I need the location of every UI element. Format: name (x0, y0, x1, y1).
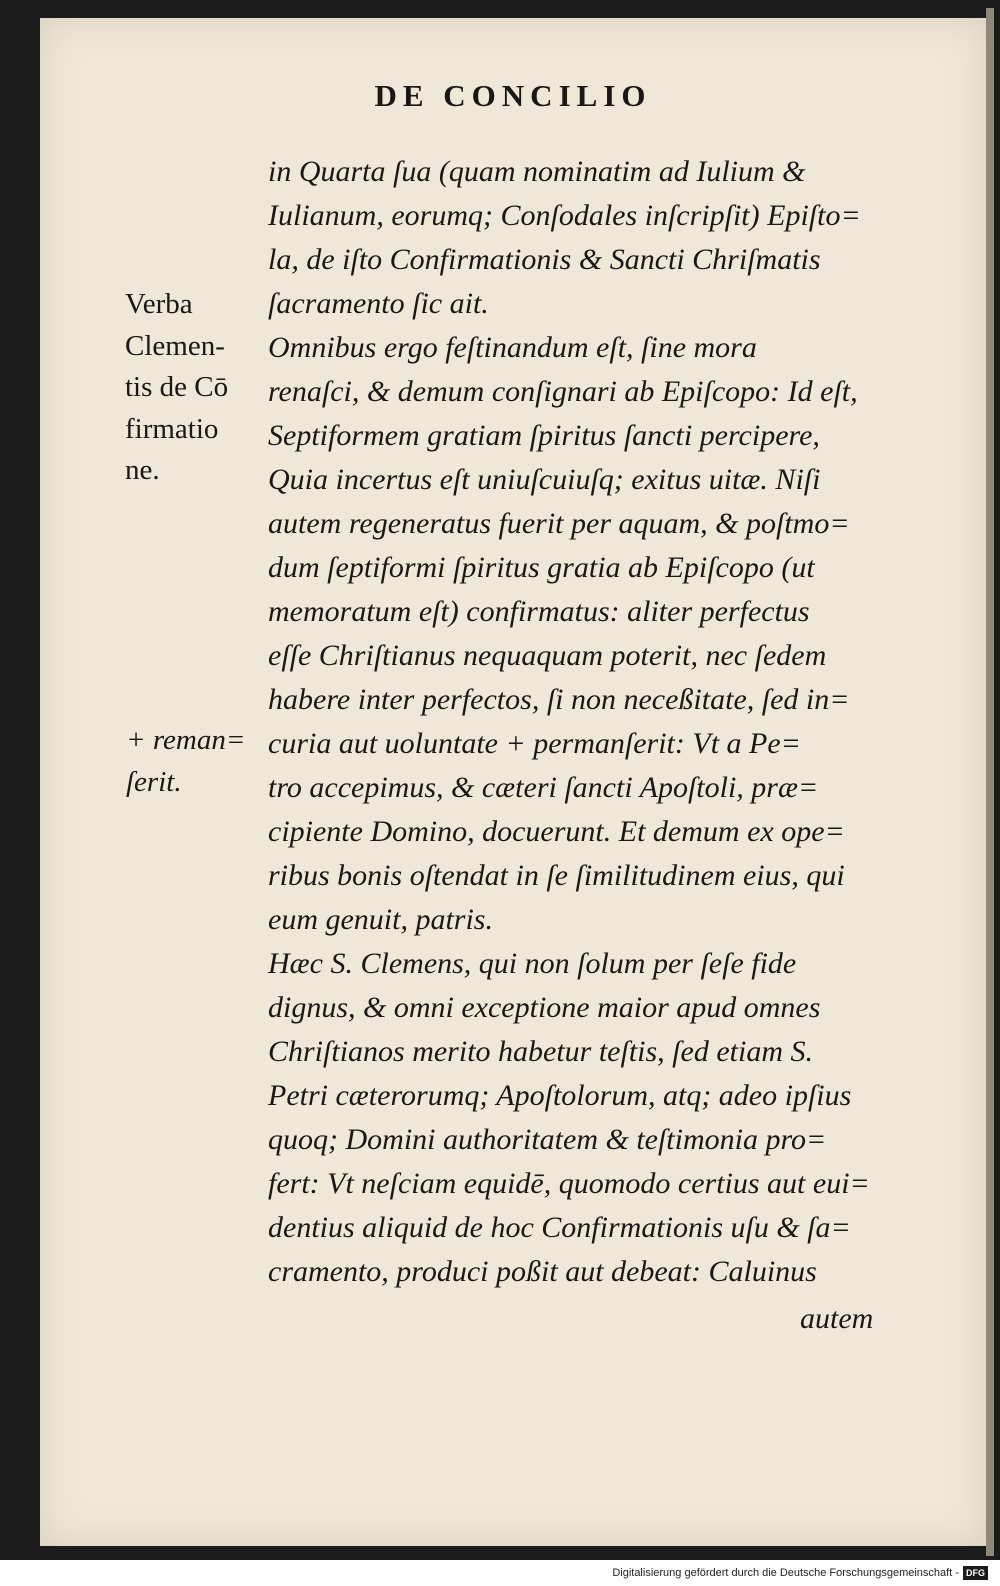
running-head: DE CONCILIO (374, 78, 652, 113)
digitization-footer (612, 1566, 988, 1580)
margin-note-line: ne. (125, 454, 160, 486)
margin-note-line: firmatio (125, 412, 219, 445)
text-line: eſſe Chriſtianus nequaquam poterit, nec ſedem (268, 639, 827, 672)
margin-note-line: tis de Cō (125, 371, 229, 403)
text-line: renaſci, & demum conſignari ab Epiſcopo: Id eſt, (268, 375, 858, 408)
text-line: Petri cæterorumq; Apoſtolorum, atq; adeo ipſius (268, 1079, 852, 1112)
text-line: dentius aliquid de hoc Confirmationis uſu & ſa= (268, 1211, 851, 1244)
margin-note-verba-clementis (125, 284, 228, 492)
text-line: memoratum eſt) confirmatus: aliter perfectus (268, 595, 810, 628)
text-line: la, de iſto Confirmationis & Sancti Chriſmatis (268, 243, 821, 276)
text-line: tro accepimus, & cæteri ſancti Apoſtoli, præ= (268, 771, 819, 804)
text-line: quoq; Domini authoritatem & teſtimonia pro= (268, 1123, 827, 1156)
text-line: in Quarta ſua (quam nominatim ad Iulium & (268, 155, 806, 188)
text-line: cipiente Domino, docuerunt. Et demum ex ope= (268, 815, 845, 848)
text-line: ribus bonis oſtendat in ſe ſimilitudinem eius, qui (268, 859, 845, 892)
margin-note-remanserit (126, 720, 245, 803)
text-line: eum genuit, patris. (268, 903, 493, 936)
text-line: Quia incertus eſt uniuſcuiuſq; exitus uitæ. Niſi (268, 463, 821, 496)
margin-note-line: Clemen- (125, 329, 225, 362)
text-line: Omnibus ergo feſtinandum eſt, ſine mora (268, 331, 757, 364)
text-line: curia aut uoluntate + permanſerit: Vt a Pe= (268, 727, 801, 760)
text-line: autem regeneratus fuerit per aquam, & poſtmo= (268, 507, 850, 540)
text-line: Chriſtianos merito habetur teſtis, ſed etiam S. (268, 1035, 813, 1068)
text-line: cramento, produci poßit aut debeat: Caluinus (268, 1255, 817, 1288)
text-line: ſacramento ſic ait. (268, 287, 489, 320)
margin-note-line: Verba (125, 288, 193, 320)
text-line: dignus, & omni exceptione maior apud omnes (268, 991, 821, 1024)
footer-text: Digitalisierung gefördert durch die Deutsche Forschungsgemeinschaft - (612, 1567, 959, 1579)
dfg-logo: DFG (963, 1566, 988, 1580)
text-line: dum ſeptiformi ſpiritus gratia ab Epiſcopo (ut (268, 551, 815, 584)
text-line: fert: Vt neſciam equidē, quomodo certius aut eui= (268, 1167, 870, 1200)
margin-note-line: + reman= (126, 724, 246, 756)
text-line: habere inter perfectos, ſi non neceßitate, ſed in= (268, 683, 850, 716)
catchword: autem (800, 1302, 874, 1335)
text-line: Iulianum, eorumq; Conſodales inſcripſit) Epiſto= (268, 199, 861, 232)
page-edge (986, 8, 994, 1556)
margin-note-line: ſerit. (126, 765, 182, 798)
text-line: Hæc S. Clemens, qui non ſolum per ſeſe fide (268, 947, 797, 980)
text-line: Septiformem gratiam ſpiritus ſancti percipere, (268, 419, 820, 452)
